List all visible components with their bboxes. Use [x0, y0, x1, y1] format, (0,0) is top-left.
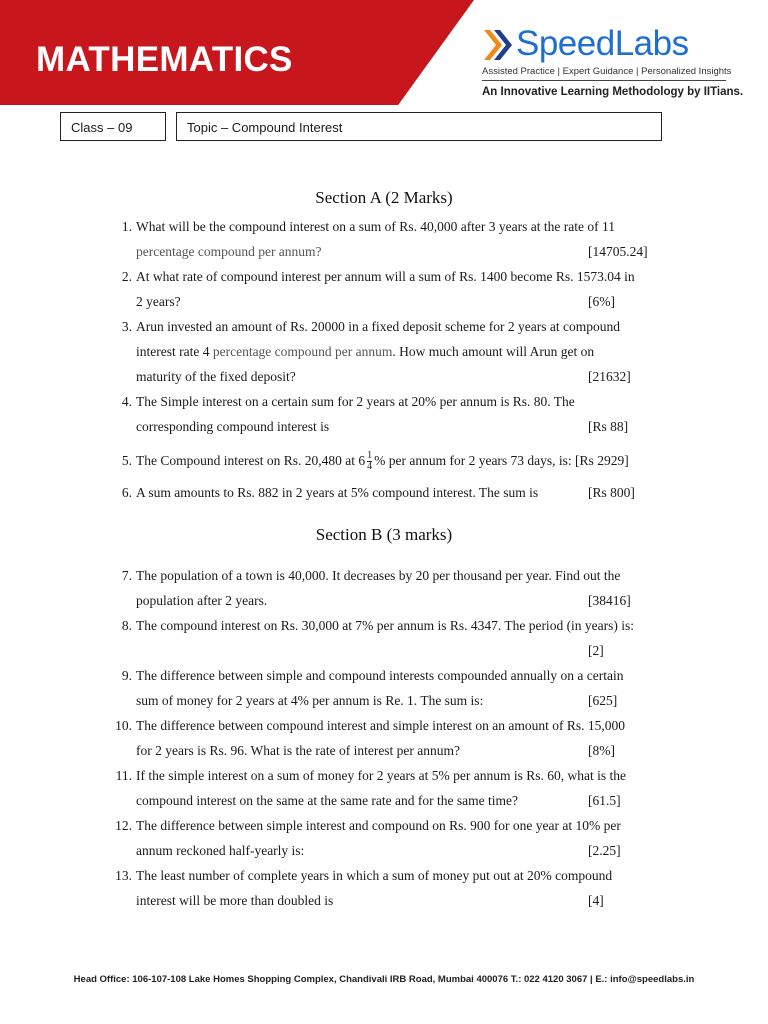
question-number: 12.: [115, 818, 132, 833]
text-run: The Compound interest on Rs. 20,480 at 6: [136, 453, 366, 468]
question-number: 4.: [121, 394, 132, 409]
answer: [2]: [588, 643, 604, 658]
question-text: The population of a town is 40,000. It decreases by 20 per thousand per year. Find out the: [136, 568, 621, 583]
answer: [6%]: [588, 294, 615, 309]
question-text: The least number of complete years in which a sum of money put out at 20% compound: [136, 868, 613, 883]
question-number: 2.: [121, 269, 132, 284]
question-text: [136, 445, 629, 477]
subject-title: MATHEMATICS: [36, 40, 293, 79]
question-text: The difference between simple and compound interests compounded annually on a certain: [136, 668, 624, 683]
logo-subline: An Innovative Learning Methodology by IITians.: [482, 86, 744, 98]
question-text: What will be the compound interest on a sum of Rs. 40,000 after 3 years at the rate of 11: [136, 219, 615, 234]
answer: [625]: [588, 693, 618, 708]
question-text: corresponding compound interest is: [136, 419, 330, 434]
answer: [Rs 88]: [588, 419, 629, 434]
section-b-title: Section B (3 marks): [315, 525, 453, 544]
question-text: The difference between simple interest and compound on Rs. 900 for one year at 10% per: [136, 818, 621, 833]
question-number: 8.: [121, 618, 132, 633]
question-number: 7.: [121, 568, 132, 583]
question-text: If the simple interest on a sum of money for 2 years at 5% per annum is Rs. 60, what is the: [136, 768, 627, 783]
question-text: The Simple interest on a certain sum for 2 years at 20% per annum is Rs. 80. The: [136, 394, 575, 409]
question-number: 13.: [115, 868, 132, 883]
answer: [61.5]: [588, 793, 621, 808]
answer: [14705.24]: [588, 244, 648, 259]
topic-box: Topic – Compound Interest: [176, 112, 662, 141]
answer: [Rs 800]: [588, 485, 635, 500]
class-box: Class – 09: [60, 112, 166, 141]
text-run: % per annum for 2 years 73 days, is: [Rs 2929]: [374, 453, 629, 468]
question-number: 9.: [121, 668, 132, 683]
question-number: 5.: [121, 453, 132, 468]
question-text: annum reckoned half-yearly is:: [136, 843, 305, 858]
logo-name: SpeedLabs: [516, 24, 689, 63]
question-text: maturity of the fixed deposit?: [136, 369, 296, 384]
question-text: population after 2 years.: [136, 593, 268, 608]
question-text: The compound interest on Rs. 30,000 at 7% per annum is Rs. 4347. The period (in years) is:: [136, 618, 635, 633]
answer: [2.25]: [588, 843, 621, 858]
question-text: [136, 344, 594, 360]
question-number: 1.: [121, 219, 132, 234]
answer: [4]: [588, 893, 604, 908]
answer: [8%]: [588, 743, 615, 758]
fraction: [367, 451, 372, 472]
text-run: . How much amount will Arun get on: [392, 344, 595, 359]
footer-contact: Head Office: 106-107-108 Lake Homes Shopping Complex, Chandivali IRB Road, Mumbai 400076 T.: 022 4120 3067 | E.: info@speedlabs.in: [73, 974, 695, 985]
section-a-title: Section A (2 Marks): [315, 188, 453, 207]
question-text: A sum amounts to Rs. 882 in 2 years at 5% compound interest. The sum is: [136, 485, 539, 500]
question-text: At what rate of compound interest per annum will a sum of Rs. 1400 become Rs. 1573.04 in: [136, 269, 635, 284]
question-text: 2 years?: [136, 294, 181, 309]
question-text: The difference between compound interest and simple interest on an amount of Rs. 15,000: [136, 718, 625, 733]
question-number: 3.: [121, 319, 132, 334]
question-text: Arun invested an amount of Rs. 20000 in a fixed deposit scheme for 2 years at compound: [136, 319, 621, 334]
answer: [38416]: [588, 593, 631, 608]
question-number: 10.: [115, 718, 132, 733]
logo-tagline: Assisted Practice | Expert Guidance | Personalized Insights: [482, 66, 732, 77]
question-text: sum of money for 2 years at 4% per annum is Re. 1. The sum is:: [136, 693, 484, 708]
speedlabs-logo: [482, 24, 744, 104]
text-run: interest rate 4: [136, 344, 213, 359]
question-text: compound interest on the same at the same rate and for the same time?: [136, 793, 518, 808]
question-number: 11.: [115, 768, 132, 783]
question-text: for 2 years is Rs. 96. What is the rate of interest per annum?: [136, 743, 461, 758]
question-text: percentage compound per annum?: [136, 244, 322, 259]
fraction-denominator: 4: [367, 461, 373, 473]
answer: [21632]: [588, 369, 631, 384]
text-run: percentage compound per annum: [212, 344, 393, 359]
logo-divider: [482, 80, 726, 81]
question-number: 6.: [121, 485, 132, 500]
speedlabs-chevron-icon: [482, 28, 514, 62]
question-text: interest will be more than doubled is: [136, 893, 334, 908]
fraction-numerator: 1: [367, 450, 373, 462]
